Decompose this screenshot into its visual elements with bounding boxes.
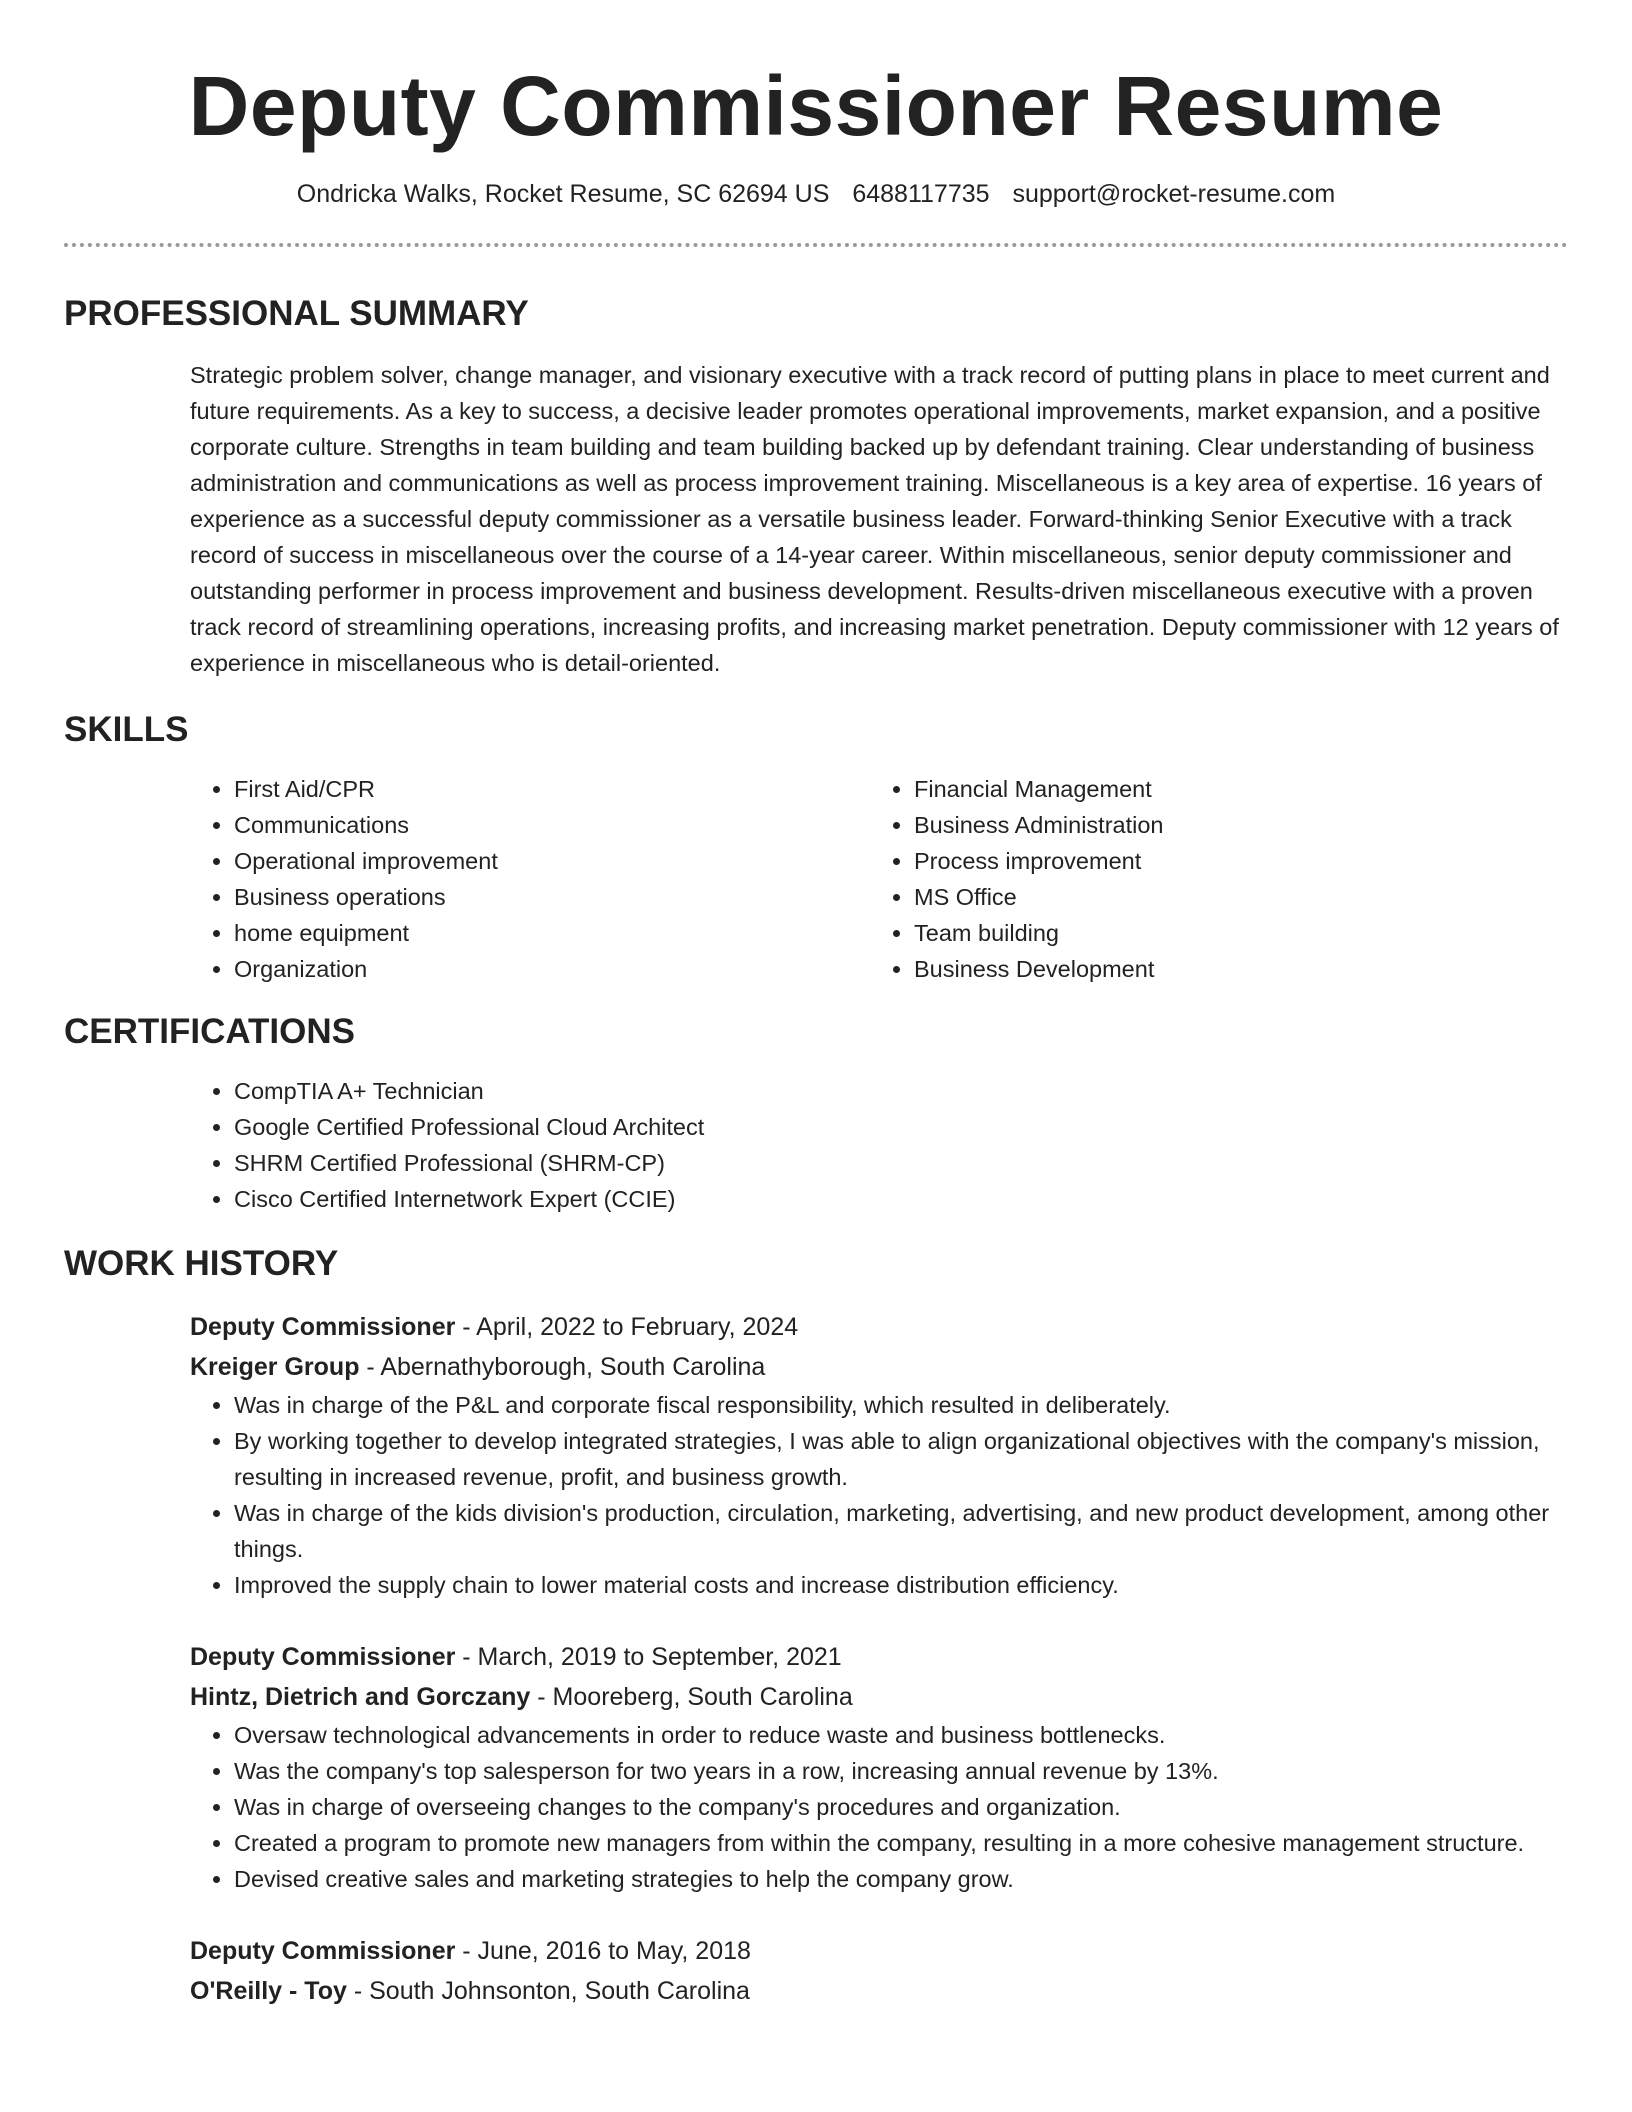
job-dates: - June, 2016 to May, 2018 bbox=[455, 1937, 751, 1965]
job-duties-list bbox=[190, 1717, 1568, 1897]
job-company: Kreiger Group bbox=[190, 1353, 360, 1381]
job-title: Deputy Commissioner bbox=[190, 1313, 456, 1341]
job-title: Deputy Commissioner bbox=[190, 1643, 456, 1671]
job-duty: • Was in charge of the kids division's production, circulation, marketing, advertising, and new product development, among other things. bbox=[234, 1495, 1568, 1567]
certification-item: • Cisco Certified Internetwork Expert (CCIE) bbox=[234, 1181, 1568, 1217]
work-history-heading: WORK HISTORY bbox=[64, 1244, 339, 1283]
skill-item: • Financial Management bbox=[914, 771, 1550, 807]
skills-columns bbox=[190, 771, 1568, 987]
skill-item: • Organization bbox=[234, 951, 870, 987]
job-title-line bbox=[190, 1307, 1568, 1347]
resume-title: Deputy Commissioner Resume bbox=[188, 59, 1444, 153]
skills-list-right bbox=[870, 771, 1550, 987]
skill-item: • Communications bbox=[234, 807, 870, 843]
job-dates: - April, 2022 to February, 2024 bbox=[455, 1313, 799, 1341]
skill-item: • Process improvement bbox=[914, 843, 1550, 879]
job-company-line bbox=[190, 1347, 1568, 1387]
job-duty: • Was in charge of overseeing changes to the company's procedures and organization. bbox=[234, 1789, 1568, 1825]
job-title-line bbox=[190, 1931, 1568, 1971]
job-title: Deputy Commissioner bbox=[190, 1937, 456, 1965]
skill-item: • Business Administration bbox=[914, 807, 1550, 843]
certification-item: • SHRM Certified Professional (SHRM-CP) bbox=[234, 1145, 1568, 1181]
summary-text: Strategic problem solver, change manager, and visionary executive with a track record of putting plans in place to meet current and future requirements. As a key to success, a decisive leader promotes operational improvements, market expansion, and a positive corporate culture. Strengths in team building and team building backed up by defendant training. Clear understanding of business administration and communications as well as process improvement training. Miscellaneous is a key area of expertise. 16 years of experience as a successful deputy commissioner as a versatile business leader. Forward-thinking Senior Executive with a track record of success in miscellaneous over the course of a 14-year career. Within miscellaneous, senior deputy commissioner and outstanding performer in process improvement and business development. Results-driven miscellaneous executive with a proven track record of streamlining operations, increasing profits, and increasing market penetration. Deputy commissioner with 12 years of experience in miscellaneous who is detail-oriented. bbox=[190, 362, 1559, 676]
job-location: - Abernathyborough, South Carolina bbox=[359, 1353, 766, 1381]
job-company: O'Reilly - Toy bbox=[190, 1977, 347, 2005]
job-entry bbox=[190, 1637, 1568, 1897]
header-divider bbox=[64, 243, 1568, 247]
skills-heading: SKILLS bbox=[64, 710, 189, 749]
job-company-line bbox=[190, 1971, 1568, 2011]
skill-item: • home equipment bbox=[234, 915, 870, 951]
contact-address: Ondricka Walks, Rocket Resume, SC 62694 US bbox=[296, 180, 830, 208]
certification-item: • Google Certified Professional Cloud Architect bbox=[234, 1109, 1568, 1145]
job-company-line bbox=[190, 1677, 1568, 1717]
job-duty: • Created a program to promote new managers from within the company, resulting in a more cohesive management structure. bbox=[234, 1825, 1568, 1861]
skill-item: • Operational improvement bbox=[234, 843, 870, 879]
contact-phone: 6488117735 bbox=[852, 180, 990, 208]
job-duty: • Was in charge of the P&L and corporate fiscal responsibility, which resulted in deliberately. bbox=[234, 1387, 1568, 1423]
job-dates: - March, 2019 to September, 2021 bbox=[455, 1643, 842, 1671]
job-duty: • Oversaw technological advancements in order to reduce waste and business bottlenecks. bbox=[234, 1717, 1568, 1753]
resume-page bbox=[64, 0, 1568, 2011]
contact-email: support@rocket-resume.com bbox=[1012, 180, 1336, 208]
skill-item: • First Aid/CPR bbox=[234, 771, 870, 807]
skills-list-left bbox=[190, 771, 870, 987]
contact-line bbox=[64, 179, 1568, 209]
job-duty: • Was the company's top salesperson for two years in a row, increasing annual revenue by 13%. bbox=[234, 1753, 1568, 1789]
job-title-line bbox=[190, 1637, 1568, 1677]
job-location: - Mooreberg, South Carolina bbox=[530, 1683, 853, 1711]
summary-heading: PROFESSIONAL SUMMARY bbox=[64, 294, 529, 333]
skill-item: • Business operations bbox=[234, 879, 870, 915]
job-location: - South Johnsonton, South Carolina bbox=[346, 1977, 750, 2005]
job-entry bbox=[190, 1931, 1568, 2011]
certifications-section bbox=[190, 1073, 1568, 1217]
skill-item: • Business Development bbox=[914, 951, 1550, 987]
certification-item: • CompTIA A+ Technician bbox=[234, 1073, 1568, 1109]
job-duties-list bbox=[190, 1387, 1568, 1603]
job-duty: • Devised creative sales and marketing strategies to help the company grow. bbox=[234, 1861, 1568, 1897]
certifications-list bbox=[190, 1073, 1568, 1217]
job-duty: • By working together to develop integrated strategies, I was able to align organizational objectives with the company's mission, resulting in increased revenue, profit, and business growth. bbox=[234, 1423, 1568, 1495]
job-entry bbox=[190, 1307, 1568, 1603]
certifications-heading: CERTIFICATIONS bbox=[64, 1012, 356, 1051]
job-duty: • Improved the supply chain to lower material costs and increase distribution efficiency. bbox=[234, 1567, 1568, 1603]
skill-item: • Team building bbox=[914, 915, 1550, 951]
skill-item: • MS Office bbox=[914, 879, 1550, 915]
job-company: Hintz, Dietrich and Gorczany bbox=[190, 1683, 531, 1711]
